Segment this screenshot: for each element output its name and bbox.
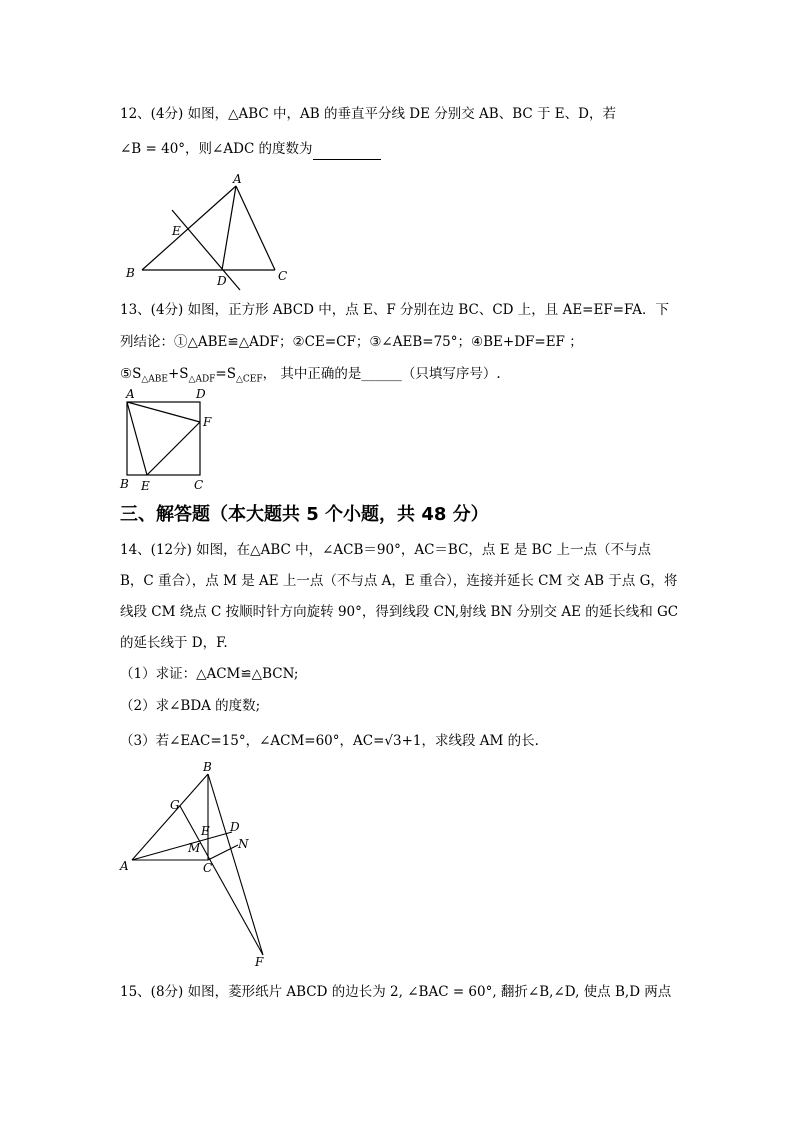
q12-bisector-de	[172, 210, 240, 290]
q14-label-a: A	[120, 859, 129, 873]
q14-label-e: E	[201, 824, 210, 838]
q14-label-b: B	[203, 760, 212, 774]
q13-label-d: D	[196, 387, 206, 401]
section-3-heading: 三、解答题（本大题共 5 个小题，共 48 分）	[120, 504, 489, 525]
q12-side-ac	[236, 186, 275, 270]
q14-line1: 14、(12分) 如图，在△ABC 中，∠ACB＝90°，AC＝BC，点 E 是 BC 上一点（不与点	[120, 542, 651, 558]
q13-segment-af	[127, 402, 200, 422]
q14-label-m: M	[188, 841, 201, 855]
q14-line-gf	[180, 806, 263, 955]
q13-suffix: ， 其中正确的是______（只填写序号）.	[262, 366, 501, 382]
q14-line3: 线段 CM 绕点 C 按顺时针方向旋转 90°，得到线段 CN,射线 BN 分别交 AE 的延长线和 GC	[120, 604, 679, 620]
q14-label-d: D	[230, 820, 240, 834]
q14-part2: （2）求∠BDA 的度数;	[120, 698, 261, 714]
q14-label-c: C	[203, 861, 213, 875]
q12-label-c: C	[278, 269, 288, 283]
q13-s1: ⑤S	[120, 366, 142, 382]
q13-s3: =S	[215, 366, 236, 382]
q14-line2: B，C 重合），点 M 是 AE 上一点（不与点 A，E 重合），连接并延长 CM 交 AB 于点 G，将	[120, 573, 678, 589]
q14-label-n: N	[238, 837, 249, 851]
q13-sub2: △ADF	[188, 374, 216, 385]
q13-label-c: C	[194, 478, 204, 492]
q13-square	[127, 402, 200, 475]
q13-segment-ae	[127, 402, 147, 475]
q14-side-ab	[132, 774, 208, 860]
q13-segment-ef	[147, 422, 200, 475]
q14-segment-cn	[208, 845, 238, 860]
q12-side-ab	[142, 186, 236, 270]
q14-part1: （1）求证：△ACM≌△BCN;	[120, 666, 299, 682]
q14-line4: 的延长线于 D，F.	[120, 635, 228, 651]
q13-label-a: A	[126, 387, 135, 401]
q12-label-b: B	[126, 266, 135, 280]
q14-label-g: G	[170, 798, 180, 812]
q12-label-e: E	[172, 224, 181, 238]
q12-line1: 12、(4分) 如图，△ABC 中，AB 的垂直平分线 DE 分别交 AB、BC 于 E、D，若	[120, 106, 616, 122]
q14-ray-bf	[208, 774, 263, 955]
q12-segment-ad	[222, 186, 236, 270]
q12-line2	[120, 139, 381, 160]
q13-label-e: E	[141, 479, 150, 493]
q13-label-b: B	[120, 477, 129, 491]
q13-label-f: F	[203, 415, 212, 429]
q13-s2: +S	[167, 366, 189, 382]
q14-label-f: F	[255, 955, 264, 969]
q13-sub3: △CEF	[235, 374, 263, 385]
q13-line2: 列结论：①△ABE≌△ADF；②CE=CF；③∠AEB=75°；④BE+DF=EF ；	[120, 334, 583, 350]
q15-line1: 15、(8分) 如图，菱形纸片 ABCD 的边长为 2, ∠BAC = 60°, 翻折∠B,∠D, 使点 B,D 两点	[120, 984, 672, 1000]
q14-ray-ad	[132, 832, 232, 860]
q12-label-d: D	[217, 274, 227, 288]
q13-sub1: △ABE	[141, 374, 168, 385]
q12-line2-text: ∠B = 40°，则∠ADC 的度数为	[120, 141, 313, 157]
q12-answer-blank	[313, 139, 381, 160]
q12-label-a: A	[233, 172, 242, 186]
q13-line3	[120, 364, 501, 390]
q14-part3: （3）若∠EAC=15°，∠ACM=60°，AC=√3+1，求线段 AM 的长.	[120, 733, 539, 749]
q13-line1: 13、(4分) 如图，正方形 ABCD 中，点 E、F 分别在边 BC、CD 上，且 AE=EF=FA．下	[120, 302, 669, 318]
